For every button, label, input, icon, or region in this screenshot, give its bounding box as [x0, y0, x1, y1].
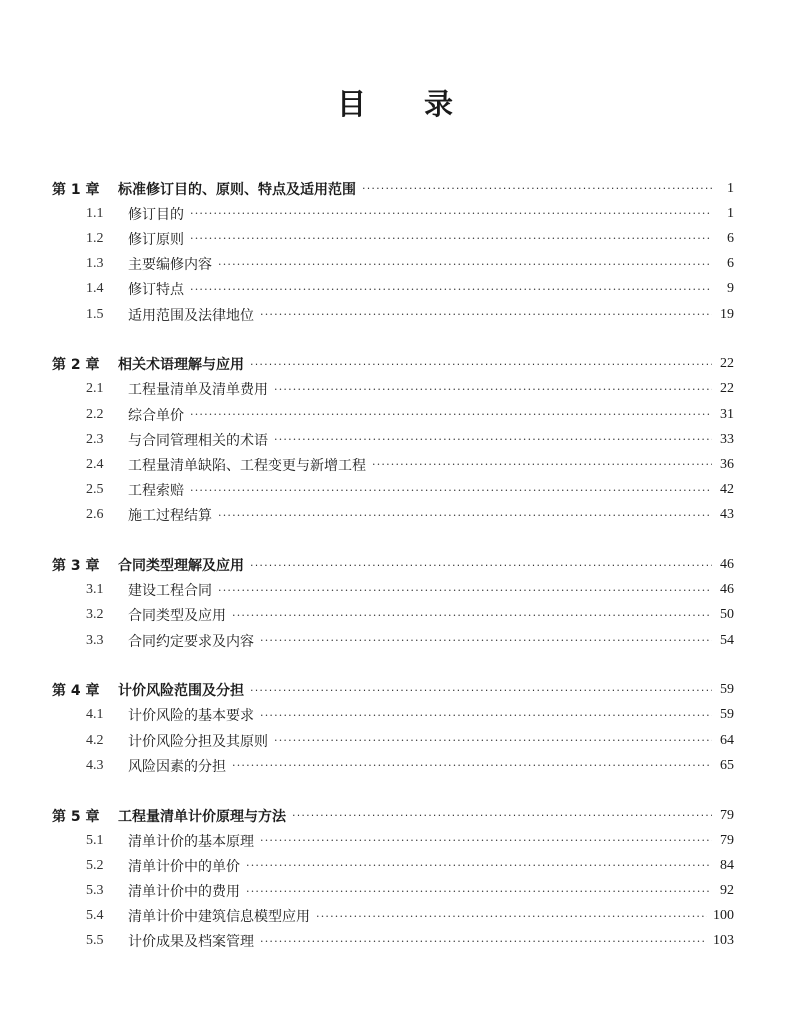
entry-title: 清单计价中的单价: [128, 858, 240, 875]
section-entry[interactable]: [52, 753, 734, 778]
dot-leader: [274, 383, 712, 396]
entry-title: 计价风险的基本要求: [128, 708, 254, 725]
entry-title: 标准修订目的、原则、特点及适用范围: [118, 181, 356, 198]
chapter-entry[interactable]: [52, 552, 734, 577]
page-number: 65: [720, 757, 734, 773]
dot-leader: [250, 559, 712, 572]
dot-leader: [362, 182, 712, 195]
entry-number: 1.1: [86, 205, 104, 221]
entry-title: 风险因素的分担: [128, 758, 226, 775]
entry-number: 1.2: [86, 230, 104, 246]
entry-title: 建设工程合同: [128, 583, 212, 600]
section-entry[interactable]: [52, 402, 734, 427]
dot-leader: [274, 433, 712, 446]
entry-title: 适用范围及法律地位: [128, 307, 254, 324]
dot-leader: [260, 834, 712, 847]
entry-number: 第 5 章: [52, 808, 100, 825]
entry-title: 计价成果及档案管理: [128, 934, 254, 951]
page-number: 100: [713, 908, 734, 924]
section-entry[interactable]: [52, 226, 734, 251]
dot-leader: [246, 885, 712, 898]
dot-leader: [232, 759, 712, 772]
page-number: 31: [720, 406, 734, 422]
entry-title: 主要编修内容: [128, 257, 212, 274]
page-number: 79: [720, 832, 734, 848]
page-number: 42: [720, 482, 734, 498]
table-of-contents: [52, 176, 734, 979]
chapter-entry[interactable]: [52, 176, 734, 201]
chapter-group: [52, 678, 734, 779]
section-entry[interactable]: [52, 828, 734, 853]
dot-leader: [218, 509, 712, 522]
section-entry[interactable]: [52, 478, 734, 503]
entry-title: 综合单价: [128, 407, 184, 424]
dot-leader: [232, 609, 712, 622]
entry-title: 清单计价中的费用: [128, 884, 240, 901]
dot-leader: [190, 232, 712, 245]
page-number: 9: [727, 281, 734, 297]
page-number: 1: [727, 205, 734, 221]
page-number: 22: [720, 381, 734, 397]
entry-number: 第 3 章: [52, 558, 100, 575]
section-entry[interactable]: [52, 728, 734, 753]
section-entry[interactable]: [52, 427, 734, 452]
section-entry[interactable]: [52, 377, 734, 402]
entry-number: 5.2: [86, 857, 104, 873]
section-entry[interactable]: [52, 603, 734, 628]
dot-leader: [250, 684, 712, 697]
section-entry[interactable]: [52, 452, 734, 477]
chapter-group: [52, 176, 734, 327]
entry-title: 计价风险分担及其原则: [128, 733, 268, 750]
dot-leader: [218, 584, 712, 597]
entry-number: 1.3: [86, 256, 104, 272]
dot-leader: [260, 634, 712, 647]
page-number: 1: [727, 180, 734, 196]
section-entry[interactable]: [52, 277, 734, 302]
dot-leader: [250, 358, 712, 371]
page-number: 46: [720, 557, 734, 573]
entry-number: 4.3: [86, 757, 104, 773]
chapter-entry[interactable]: [52, 678, 734, 703]
entry-number: 3.1: [86, 582, 104, 598]
page-title: 目录: [336, 87, 511, 121]
section-entry[interactable]: [52, 302, 734, 327]
section-entry[interactable]: [52, 628, 734, 653]
entry-number: 5.1: [86, 832, 104, 848]
page-number: 54: [720, 632, 734, 648]
entry-number: 4.1: [86, 707, 104, 723]
section-entry[interactable]: [52, 201, 734, 226]
dot-leader: [190, 484, 712, 497]
section-entry[interactable]: [52, 503, 734, 528]
entry-title: 工程索赔: [128, 483, 184, 500]
entry-number: 1.4: [86, 281, 104, 297]
entry-number: 第 4 章: [52, 683, 100, 700]
dot-leader: [260, 935, 707, 948]
dot-leader: [292, 809, 712, 822]
page-number: 64: [720, 732, 734, 748]
entry-title: 工程量清单缺陷、工程变更与新增工程: [128, 457, 366, 474]
entry-number: 3.3: [86, 632, 104, 648]
entry-number: 第 1 章: [52, 181, 100, 198]
entry-title: 清单计价的基本原理: [128, 833, 254, 850]
entry-title: 施工过程结算: [128, 508, 212, 525]
entry-number: 2.6: [86, 507, 104, 523]
page-number: 22: [720, 356, 734, 372]
entry-number: 2.2: [86, 406, 104, 422]
entry-number: 5.5: [86, 933, 104, 949]
dot-leader: [190, 283, 712, 296]
section-entry[interactable]: [52, 853, 734, 878]
page-number: 36: [720, 456, 734, 472]
page-number: 19: [720, 306, 734, 322]
page-number: 6: [727, 230, 734, 246]
page-number: 59: [720, 682, 734, 698]
entry-number: 5.3: [86, 883, 104, 899]
entry-number: 2.3: [86, 431, 104, 447]
entry-title: 修订目的: [128, 206, 184, 223]
dot-leader: [372, 458, 712, 471]
entry-title: 相关术语理解与应用: [118, 357, 244, 374]
dot-leader: [190, 207, 712, 220]
dot-leader: [190, 408, 712, 421]
section-entry[interactable]: [52, 252, 734, 277]
page-number: 79: [720, 807, 734, 823]
section-entry[interactable]: [52, 578, 734, 603]
section-entry[interactable]: [52, 703, 734, 728]
dot-leader: [274, 734, 712, 747]
page-number: 84: [720, 857, 734, 873]
chapter-entry[interactable]: [52, 803, 734, 828]
page-number: 43: [720, 507, 734, 523]
chapter-group: [52, 803, 734, 954]
dot-leader: [260, 709, 712, 722]
page-number: 6: [727, 256, 734, 272]
entry-number: 2.1: [86, 381, 104, 397]
entry-title: 计价风险范围及分担: [118, 683, 244, 700]
chapter-group: [52, 352, 734, 528]
entry-title: 修订原则: [128, 231, 184, 248]
dot-leader: [246, 859, 712, 872]
entry-number: 2.5: [86, 482, 104, 498]
entry-title: 清单计价中建筑信息模型应用: [128, 909, 310, 926]
entry-number: 3.2: [86, 607, 104, 623]
page-number: 46: [720, 582, 734, 598]
dot-leader: [316, 910, 707, 923]
entry-title: 合同类型理解及应用: [118, 558, 244, 575]
page-number: 92: [720, 883, 734, 899]
dot-leader: [260, 308, 712, 321]
chapter-entry[interactable]: [52, 352, 734, 377]
entry-title: 工程量清单及清单费用: [128, 382, 268, 399]
chapter-group: [52, 552, 734, 653]
page-number: 50: [720, 607, 734, 623]
entry-title: 工程量清单计价原理与方法: [118, 808, 286, 825]
entry-number: 5.4: [86, 908, 104, 924]
entry-title: 修订特点: [128, 282, 184, 299]
entry-number: 4.2: [86, 732, 104, 748]
page-number: 59: [720, 707, 734, 723]
section-entry[interactable]: [52, 879, 734, 904]
page-number: 33: [720, 431, 734, 447]
entry-number: 第 2 章: [52, 357, 100, 374]
page-number: 103: [713, 933, 734, 949]
entry-number: 2.4: [86, 456, 104, 472]
dot-leader: [218, 258, 712, 271]
entry-number: 1.5: [86, 306, 104, 322]
entry-title: 与合同管理相关的术语: [128, 432, 268, 449]
section-entry[interactable]: [52, 929, 734, 954]
entry-title: 合同类型及应用: [128, 608, 226, 625]
section-entry[interactable]: [52, 904, 734, 929]
entry-title: 合同约定要求及内容: [128, 633, 254, 650]
